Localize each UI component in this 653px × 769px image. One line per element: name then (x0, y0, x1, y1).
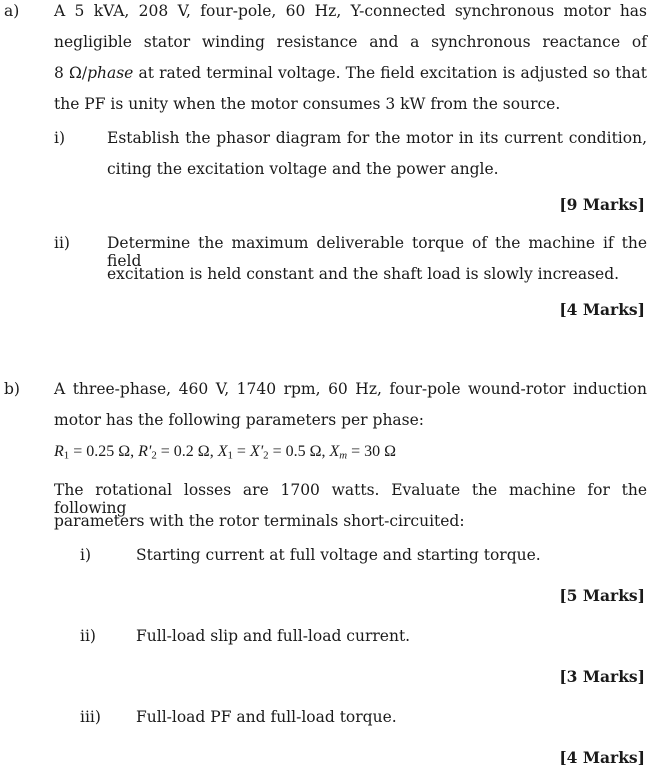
x1-equals: = (232, 443, 250, 460)
question-b-ii-label: ii) (80, 627, 96, 645)
per-phase-unit: phase (87, 64, 134, 82)
question-b-line-2: motor has the following parameters per phase: (54, 411, 425, 429)
xm-value: = 30 Ω (347, 443, 397, 460)
question-a-ii-line-2: excitation is held constant and the shaft load is slowly increased. (107, 265, 620, 283)
question-a-ii-line-1: Determine the maximum deliverable torque of the machine if the field (107, 234, 647, 270)
x2-symbol: X' (249, 443, 264, 460)
r1-symbol: R (54, 443, 64, 460)
question-b-line-1: A three-phase, 460 V, 1740 rpm, 60 Hz, four-pole wound-rotor induction (54, 380, 647, 398)
question-a-line-3 (54, 64, 647, 82)
question-a-label: a) (4, 2, 20, 20)
question-b-ii-text: Full-load slip and full-load current. (136, 627, 411, 645)
question-b-ii-marks: [3 Marks] (559, 667, 645, 686)
r2-symbol: R' (138, 443, 152, 460)
question-a-i-line-2: citing the excitation voltage and the power angle. (107, 160, 499, 178)
question-a-ii-label: ii) (54, 234, 70, 252)
x1-subscript: 1 (227, 449, 233, 462)
question-a-line-2: negligible stator winding resistance and a synchronous reactance of (54, 33, 647, 51)
r2-value: = 0.2 Ω, (156, 443, 218, 460)
question-b-i-marks: [5 Marks] (559, 586, 645, 605)
question-b-iii-text: Full-load PF and full-load torque. (136, 708, 397, 726)
question-b-iii-label: iii) (80, 708, 101, 726)
xm-symbol: X (329, 443, 340, 460)
r2-subscript: 2 (151, 449, 157, 462)
question-b-line-3: The rotational losses are 1700 watts. Evaluate the machine for the following (54, 481, 647, 517)
xm-subscript: m (339, 449, 348, 462)
motor-parameters (54, 443, 396, 461)
x1-symbol: X (217, 443, 228, 460)
reactance-value: 8 Ω/ (54, 64, 88, 82)
question-a-line-1: A 5 kVA, 208 V, four-pole, 60 Hz, Y-connected synchronous motor has (54, 2, 647, 20)
question-b-label: b) (4, 380, 20, 398)
x2-subscript: 2 (263, 449, 269, 462)
question-a-i-marks: [9 Marks] (559, 195, 645, 214)
question-a-i-label: i) (54, 129, 66, 147)
question-a-line-3-rest: at rated terminal voltage. The field excitation is adjusted so that (133, 64, 647, 82)
question-b-line-4: parameters with the rotor terminals short-circuited: (54, 512, 465, 530)
question-b-iii-marks: [4 Marks] (559, 748, 645, 767)
question-a-ii-marks: [4 Marks] (559, 300, 645, 319)
x2-value: = 0.5 Ω, (268, 443, 330, 460)
question-b-i-label: i) (80, 546, 92, 564)
r1-subscript: 1 (63, 449, 70, 462)
question-a-line-4: the PF is unity when the motor consumes 3 kW from the source. (54, 95, 561, 113)
question-a-i-line-1: Establish the phasor diagram for the motor in its current condition, (107, 129, 647, 147)
question-b-i-text: Starting current at full voltage and starting torque. (136, 546, 541, 564)
r1-value: = 0.25 Ω, (69, 443, 139, 460)
